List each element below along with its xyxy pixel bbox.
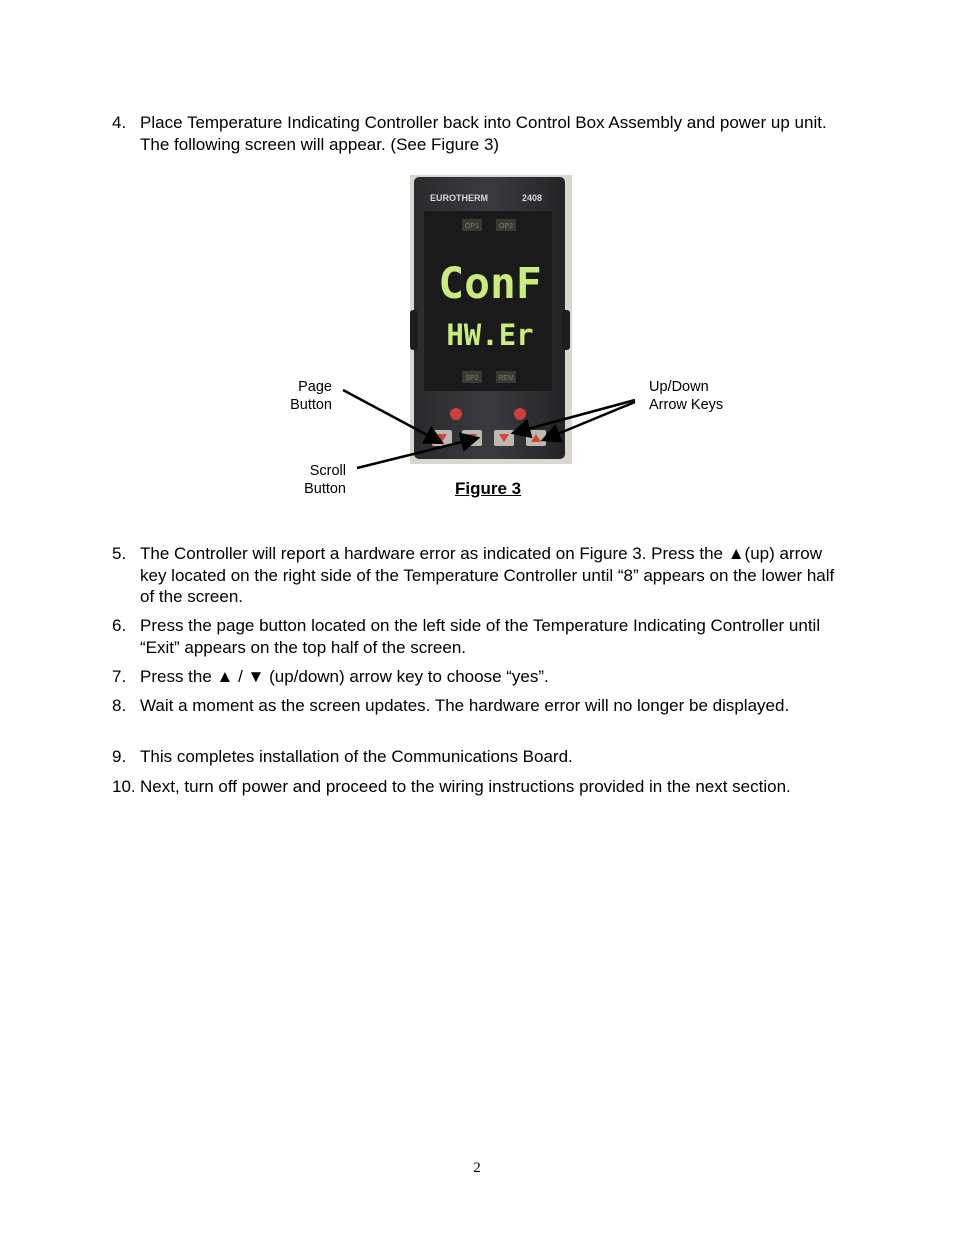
- model-label: 2408: [522, 193, 543, 203]
- step-number: 9.: [112, 747, 127, 766]
- callout-line: Scroll: [309, 463, 346, 479]
- top-display-readout: ConF: [438, 259, 542, 309]
- arrow-keys-callout: [649, 378, 723, 414]
- page-number: 2: [473, 1160, 481, 1176]
- figure-caption: Figure 3: [455, 479, 522, 498]
- step-number: 4.: [112, 113, 127, 132]
- step-5: [112, 543, 852, 608]
- callout-line: Button: [290, 397, 332, 413]
- callout-line: Up/Down: [649, 379, 709, 395]
- step-6: [112, 615, 852, 658]
- step-text: Next, turn off power and proceed to the wiring instructions provided in the next section.: [140, 777, 791, 796]
- callout-arrows: [0, 0, 954, 520]
- step-text: Press the page button located on the left side of the Temperature Indicating Controller until “Exit” appears on the top half of the screen.: [140, 616, 821, 657]
- step-8: [112, 695, 852, 717]
- callout-line: Arrow Keys: [649, 397, 724, 413]
- step-text: This completes installation of the Communications Board.: [140, 747, 573, 766]
- step-number: 6.: [112, 616, 127, 635]
- step-text: Press the ▲ / ▼ (up/down) arrow key to choose “yes”.: [140, 667, 549, 686]
- indicator-rem: REM: [498, 375, 514, 382]
- step-number: 10.: [112, 777, 136, 796]
- step-7: [112, 666, 852, 688]
- step-number: 5.: [112, 544, 127, 563]
- step-9: [112, 746, 852, 768]
- step-text: Wait a moment as the screen updates. The hardware error will no longer be displayed.: [140, 696, 790, 715]
- step-text: The Controller will report a hardware error as indicated on Figure 3. Press the ▲(up) arrow key located on the right side of the Temperature Controller until “8” appears on the lower half of the screen.: [140, 544, 835, 606]
- step-number: 8.: [112, 696, 127, 715]
- step-number: 7.: [112, 667, 127, 686]
- step-text: Place Temperature Indicating Controller back into Control Box Assembly and power up unit. The following screen will appear. (See Figure 3): [140, 113, 827, 154]
- scroll-button-arrow: [357, 438, 478, 468]
- brand-label: EUROTHERM: [430, 193, 488, 203]
- callout-line: Button: [304, 481, 346, 497]
- indicator-op2: OP2: [498, 223, 514, 230]
- scroll-button-callout: [276, 462, 346, 498]
- page-button-arrow: [343, 390, 442, 443]
- indicator-sp2: SP2: [465, 375, 479, 382]
- callout-line: Page: [298, 379, 332, 395]
- step-10: [112, 776, 852, 798]
- bottom-display-readout: HW.Er: [446, 318, 534, 352]
- indicator-op1: OP1: [464, 223, 480, 230]
- page-button-callout: [262, 378, 332, 414]
